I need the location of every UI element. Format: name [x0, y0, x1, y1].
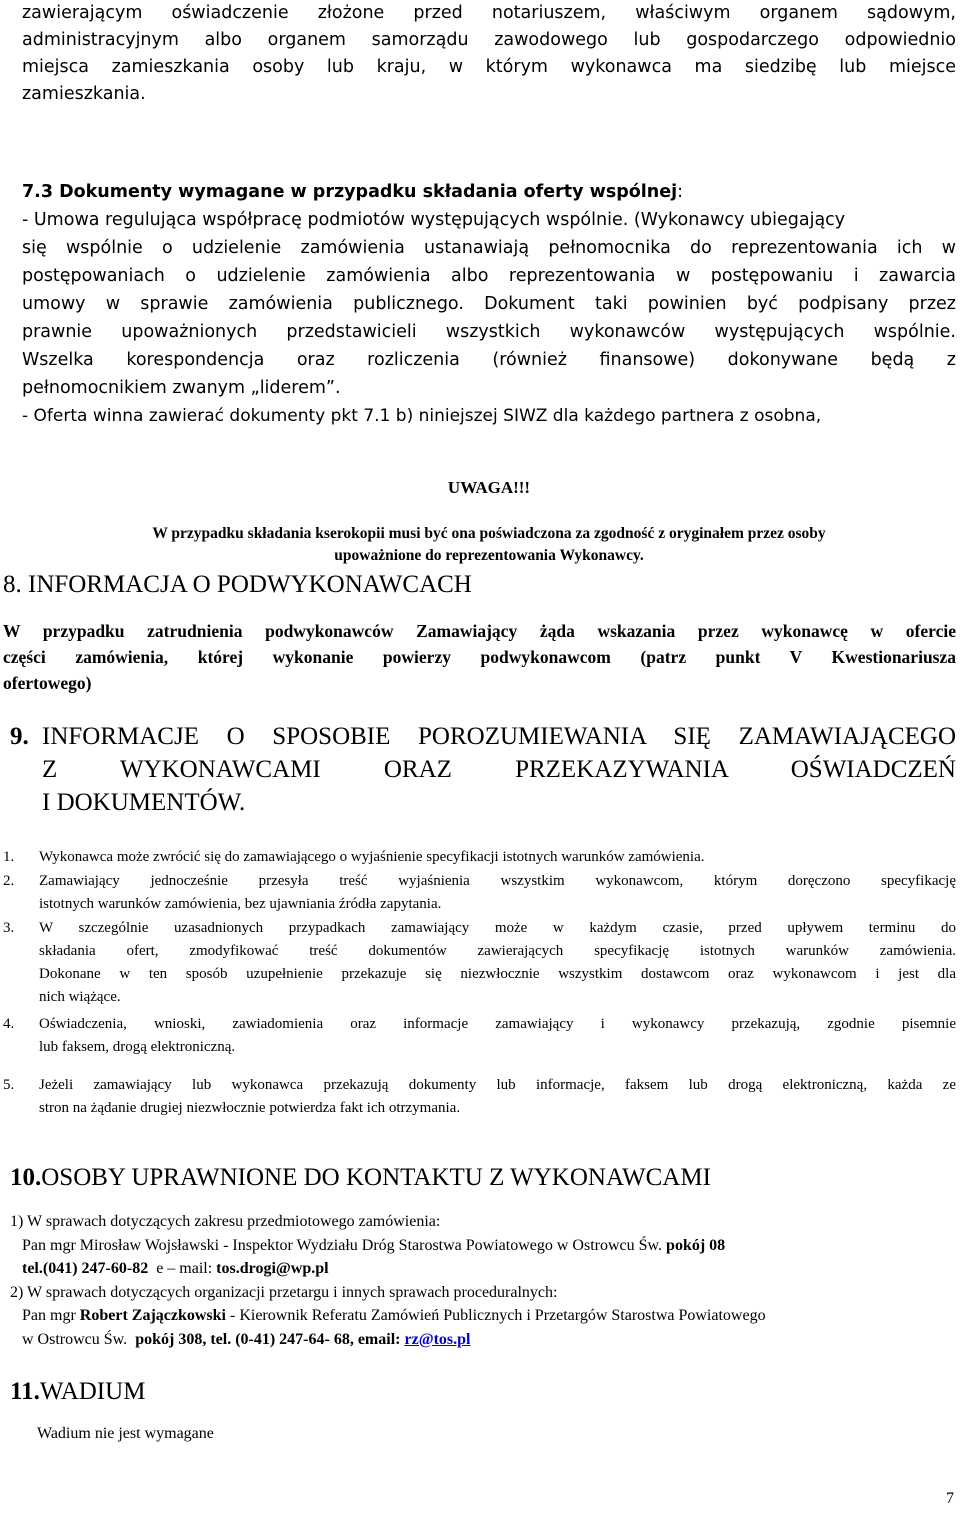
list-item-line: Wykonawca może zwrócić się do zamawiającego o wyjaśnienie specyfikacji istotnych warunków zamówienia.	[39, 849, 705, 865]
section-9-heading-line-1: INFORMACJE O SPOSOBIE POROZUMIEWANIA SIĘ ZAMAWIAJĄCEGO	[42, 723, 956, 750]
s73-line-1: - Umowa regulująca współpracę podmiotów występujących wspólnie. (Wykonawcy ubiegający	[22, 210, 846, 230]
contact-2-mail-label: email:	[357, 1330, 401, 1348]
heading-colon: :	[677, 182, 684, 202]
uwaga-text	[22, 523, 956, 567]
section-11-heading	[10, 1377, 944, 1407]
list-item-line: nich wiążące.	[39, 989, 121, 1005]
list-item-number: 4.	[3, 1016, 15, 1032]
contact-1-email: tos.drogi@wp.pl	[216, 1260, 329, 1277]
list-item-number: 5.	[3, 1077, 15, 1093]
contact-2-title: Pan mgr	[22, 1307, 76, 1324]
section-10-heading	[10, 1163, 944, 1193]
section-7-3-heading-text: 7.3 Dokumenty wymagane w przypadku składania oferty wspólnej	[22, 182, 678, 202]
s73-line-8: - Oferta winna zawierać dokumenty pkt 7.1 b) niniejszej SIWZ dla każdego partnera z osobna,	[22, 406, 822, 426]
uwaga-line-1: W przypadku składania kserokopii musi być ona poświadczona za zgodność z oryginałem przez osoby	[152, 525, 826, 542]
list-item-line: lub faksem, drogą elektroniczną.	[39, 1039, 236, 1055]
contact-2-intro: 2) W sprawach dotyczących organizacji przetargu i innych sprawach proceduralnych:	[10, 1283, 558, 1301]
section-7-3	[22, 178, 956, 430]
list-item-line: Jeżeli zamawiający lub wykonawca przekazują dokumenty lub informacje, faksem lub drogą elektroniczną, każda ze	[39, 1077, 956, 1093]
section-9-heading-line-2: Z WYKONAWCAMI ORAZ PRZEKAZYWANIA OŚWIADCZEŃ	[42, 756, 956, 783]
uwaga-line-2: upoważnione do reprezentowania Wykonawcy.	[334, 547, 644, 564]
contact-2-email-link[interactable]: rz@tos.pl	[404, 1330, 471, 1348]
list-item-number: 3.	[3, 920, 15, 936]
section-10-number: 10.	[10, 1164, 42, 1191]
section-7-3-heading	[22, 178, 956, 206]
list-item-line: składania ofert, zmodyfikować treść dokumentów zawierających specyfikację istotnych warunków zamówienia.	[39, 943, 956, 959]
list-item-line: Dokonane w ten sposób uzupełnienie przekazuje się niezwłocznie wszystkim dostawcom oraz wykonawcom i jest dla	[39, 966, 956, 982]
contact-1-room: pokój 08	[666, 1236, 726, 1254]
list-item-number: 2.	[3, 873, 15, 889]
contact-1-details	[10, 1257, 956, 1281]
contact-2-city: w Ostrowcu Św.	[22, 1330, 128, 1348]
s8-line-2: części zamówienia, której wykonanie powierzy podwykonawcom (patrz punkt V Kwestionariusza	[3, 647, 956, 667]
contact-1-text: Pan mgr Mirosław Wojsławski - Inspektor Wydziału Dróg Starostwa Powiatowego w Ostrowcu Św.	[22, 1236, 663, 1254]
list-item-line: Oświadczenia, wnioski, zawiadomienia oraz informacje zamawiający i wykonawcy przekazują, zgodnie pisemnie	[39, 1016, 956, 1032]
s73-line-4: umowy w sprawie zamówienia publicznego. Dokument taki powinien być podpisany przez	[22, 294, 956, 314]
contact-2-person	[10, 1304, 956, 1328]
page-number: 7	[946, 1490, 954, 1507]
section-11-heading-text: WADIUM	[39, 1378, 146, 1405]
list-item-number: 1.	[3, 849, 15, 865]
intro-line-4: zamieszkania.	[22, 84, 146, 104]
contact-1-mail-label: e – mail:	[156, 1260, 213, 1277]
contact-2-details	[10, 1328, 956, 1352]
contact-1-phone: tel.(041) 247-60-82	[22, 1260, 149, 1277]
s73-line-3: postępowaniach o udzielenie zamówienia albo reprezentowania w postępowaniu i zawarcia	[22, 266, 956, 286]
section-11-text: Wadium nie jest wymagane	[37, 1425, 214, 1442]
contact-2-name: Robert Zajączkowski	[79, 1307, 226, 1324]
list-item-line: istotnych warunków zamówienia, bez ujawniania źródła zapytania.	[39, 896, 442, 912]
intro-line-1: zawierającym oświadczenie złożone przed notariuszem, właściwym organem sądowym,	[22, 3, 956, 23]
contact-2-text: - Kierownik Referatu Zamówień Publicznych i Przetargów Starostwa Powiatowego	[230, 1307, 766, 1324]
section-8-text	[3, 618, 956, 696]
contact-1-person	[10, 1234, 956, 1258]
list-item-line: stron na żądanie drugiej niezwłocznie potwierdza fakt ich otrzymania.	[39, 1100, 461, 1116]
section-9-heading-line-3: I DOKUMENTÓW.	[42, 789, 246, 816]
s8-line-3: ofertowego)	[3, 673, 92, 693]
contact-1-intro: 1) W sprawach dotyczących zakresu przedmiotowego zamówienia:	[10, 1213, 441, 1230]
intro-line-2: administracyjnym albo organem samorządu zawodowego lub gospodarczego odpowiednio	[22, 30, 956, 50]
contact-2-room-phone: pokój 308, tel. (0-41) 247-64- 68,	[135, 1330, 354, 1348]
section-9-number: 9.	[10, 723, 29, 750]
s73-line-5: prawnie upoważnionych przedstawicieli wszystkich wykonawców występujących wspólnie.	[22, 322, 956, 342]
section-11-number: 11.	[10, 1378, 40, 1405]
list-item-line: Zamawiający jednocześnie przesyła treść wyjaśnienia wszystkim wykonawcom, którym doręczono specyfikację	[39, 873, 956, 889]
section-10-contacts	[10, 1210, 956, 1351]
s73-line-2: się wspólnie o udzielenie zamówienia ustanawiają pełnomocnika do reprezentowania ich w	[22, 238, 956, 258]
uwaga-title: UWAGA!!!	[447, 478, 531, 497]
section-10-heading-text: OSOBY UPRAWNIONE DO KONTAKTU Z WYKONAWCAMI	[41, 1164, 711, 1191]
section-8-heading: 8. INFORMACJA O PODWYKONAWCACH	[3, 571, 472, 598]
intro-line-3: miejsca zamieszkania osoby lub kraju, w którym wykonawca ma siedzibę lub miejsce	[22, 57, 956, 77]
list-item-line: W szczególnie uzasadnionych przypadkach zamawiający może w każdym czasie, przed upływem terminu do	[39, 920, 956, 936]
s73-line-6: Wszelka korespondencja oraz rozliczenia (również finansowe) dokonywane będą z	[22, 350, 956, 370]
s73-line-7: pełnomocnikiem zwanym „liderem”.	[22, 378, 341, 398]
intro-paragraph	[22, 0, 956, 108]
s8-line-1: W przypadku zatrudnienia podwykonawców Zamawiający żąda wskazania przez wykonawcę w ofercie	[3, 621, 956, 641]
